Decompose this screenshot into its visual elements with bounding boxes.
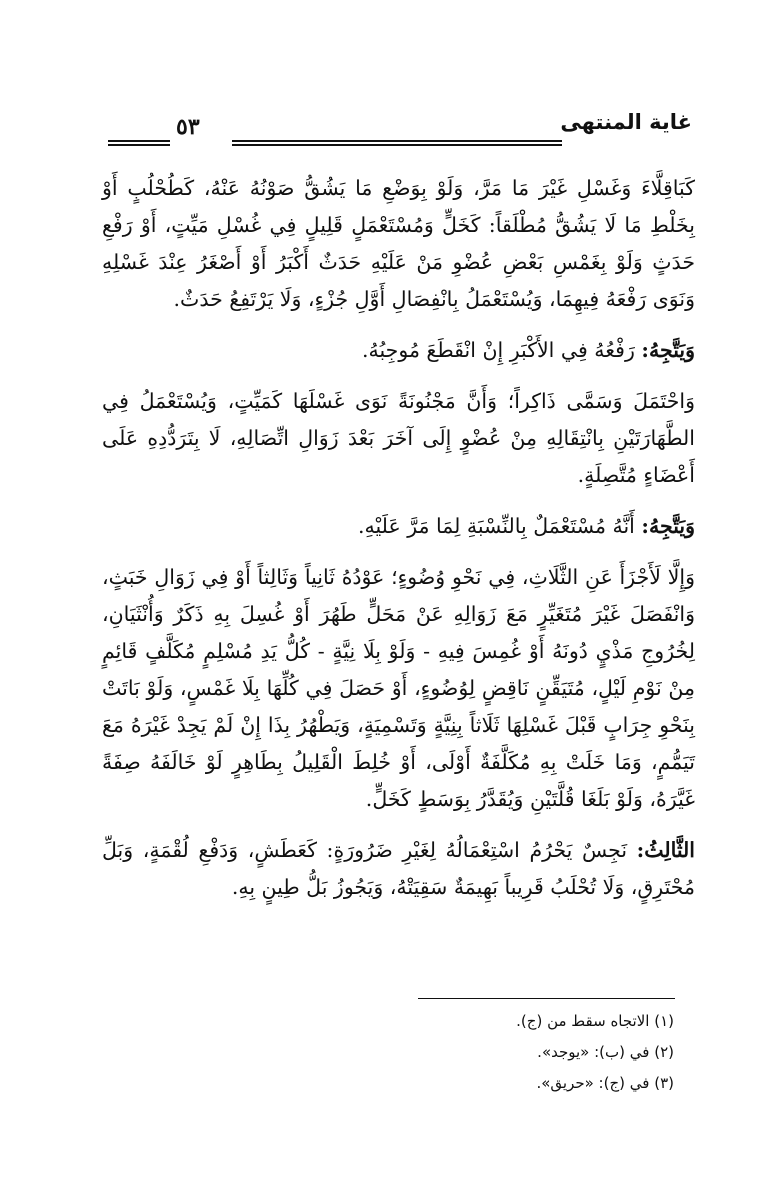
page-number: ٥٣	[176, 114, 200, 140]
paragraph-5-text: وَإِلَّا لَأَجْزَأَ عَنِ الثَّلَاثِ، فِي نَحْوِ وُضُوءٍ؛ عَوْدُهُ ثَانِياً وَثَالِثاً أَوْ فِي زَوَالِ خَبَثٍ، وَانْفَصَلَ غَيْرَ مُتَغَيِّرٍ مَعَ زَوَالِهِ عَنْ مَحَلٍّ طَهُرَ أَوْ غُسِلَ بِهِ ذَكَرٌ وَأُنْثَيَانِ، لِخُرُوجِ مَذْيٍ دُونَهُ أَوْ غُمِسَ فِيهِ - وَلَوْ بِلَا نِيَّةٍ - كُلُّ يَدِ مُسْلِمٍ مُكَلَّفٍ قَائِمٍ مِنْ نَوْمِ لَيْلٍ، مُتَيَقِّنٍ نَاقِضٍ لِوُضُوءٍ، أَوْ حَصَلَ فِي كُلِّهَا بِلَا غَمْسٍ، وَلَوْ بَاتَتْ بِنَحْوِ جِرَابٍ قَبْلَ غَسْلِهَا ثَلَاثاً بِنِيَّةٍ وَتَسْمِيَةٍ، وَيَطْهُرُ بِذَا إِنْ لَمْ يَجِدْ غَيْرَهُ مَعَ تَيَمُّمٍ، وَمَا خَلَتْ بِهِ مُكَلَّفَةٌ أَوْلَى، أَوْ خُلِطَ الْقَلِيلُ بِطَاهِرٍ لَوْ خَالَفَهُ صِفَةً غَيَّرَهُ، وَلَوْ بَلَغَا قُلَّتَيْنِ وَيُقَدَّرُ بِوَسَطٍ كَخَلٍّ.	[102, 565, 695, 811]
paragraph-3	[102, 383, 695, 494]
footnote-2: (٢) في (ب): «يوجد».	[537, 1043, 674, 1061]
paragraph-4-lead: وَيَتَّجِهُ:	[641, 514, 695, 538]
paragraph-2	[102, 332, 695, 369]
paragraph-1	[102, 170, 695, 318]
main-text	[102, 170, 695, 920]
paragraph-6-text: نَجِسٌ يَحْرُمُ اسْتِعْمَالُهُ لِغَيْرِ ضَرُورَةٍ: كَعَطَشٍ، وَدَفْعِ لُقْمَةٍ، وَبَلِّ مُحْتَرِقٍ، وَلَا تُحْلَبُ قَرِيباً بَهِيمَةٌ سَقِيَتْهُ، وَيَجُوزُ بَلُّ طِينٍ بِهِ.	[102, 838, 695, 899]
paragraph-2-text: رَفْعُهُ فِي الأَكْبَرِ إِنْ انْقَطَعَ مُوجِبُهُ.	[361, 338, 635, 362]
footnote-1: (١) الاتجاه سقط من (ج).	[516, 1012, 674, 1030]
footnote-3: (٣) في (ج): «حريق».	[536, 1074, 674, 1092]
footnote-separator	[418, 998, 675, 999]
paragraph-2-lead: وَيَتَّجِهُ:	[641, 338, 695, 362]
paragraph-3-text: وَاحْتَمَلَ وَسَمَّى ذَاكِراً؛ وَأَنَّ مَجْنُونَةً نَوَى غَسْلَهَا كَمَيِّتٍ، وَيُسْتَعْمَلُ فِي الطَّهَارَتَيْنِ بِانْتِقَالِهِ مِنْ عُضْوٍ إِلَى آخَرَ بَعْدَ زَوَالِ اتِّصَالِهِ، لَا بِتَرَدُّدِهِ عَلَى أَعْضَاءٍ مُتَّصِلَةٍ.	[102, 389, 695, 487]
footnotes	[300, 1006, 674, 1099]
paragraph-5	[102, 559, 695, 818]
page-header	[108, 108, 692, 150]
paragraph-4-text: أَنَّهُ مُسْتَعْمَلٌ بِالنِّسْبَةِ لِمَا مَرَّ عَلَيْهِ.	[357, 514, 635, 538]
paragraph-1-text: كَبَاقِلَّاءَ وَغَسْلِ غَيْرَ مَا مَرَّ، وَلَوْ بِوَضْعِ مَا يَشُقُّ صَوْنُهُ عَنْهُ، كَطُحْلُبٍ أَوْ بِخَلْطِ مَا لَا يَشُقُّ مُطْلَقاً: كَخَلٍّ وَمُسْتَعْمَلٍ قَلِيلٍ فِي غُسْلِ مَيِّتٍ، أَوْ رَفْعِ حَدَثٍ وَلَوْ بِغَمْسِ بَعْضِ عُضْوِ مَنْ عَلَيْهِ حَدَثٌ أَكْبَرُ أَوْ أَصْغَرُ عِنْدَ غَسْلِهِ وَنَوَى رَفْعَهُ فِيهِمَا، وَيُسْتَعْمَلُ بِانْفِصَالِ أَوَّلِ جُزْءٍ، وَلَا يَرْتَفِعُ حَدَثٌ.	[102, 176, 695, 311]
paragraph-4	[102, 508, 695, 545]
header-rule-left	[108, 140, 170, 146]
running-title: غاية المنتهى	[560, 110, 692, 134]
header-rule-right	[232, 140, 562, 146]
paragraph-6-lead: الثَّالِثُ:	[636, 838, 695, 862]
paragraph-6	[102, 832, 695, 906]
